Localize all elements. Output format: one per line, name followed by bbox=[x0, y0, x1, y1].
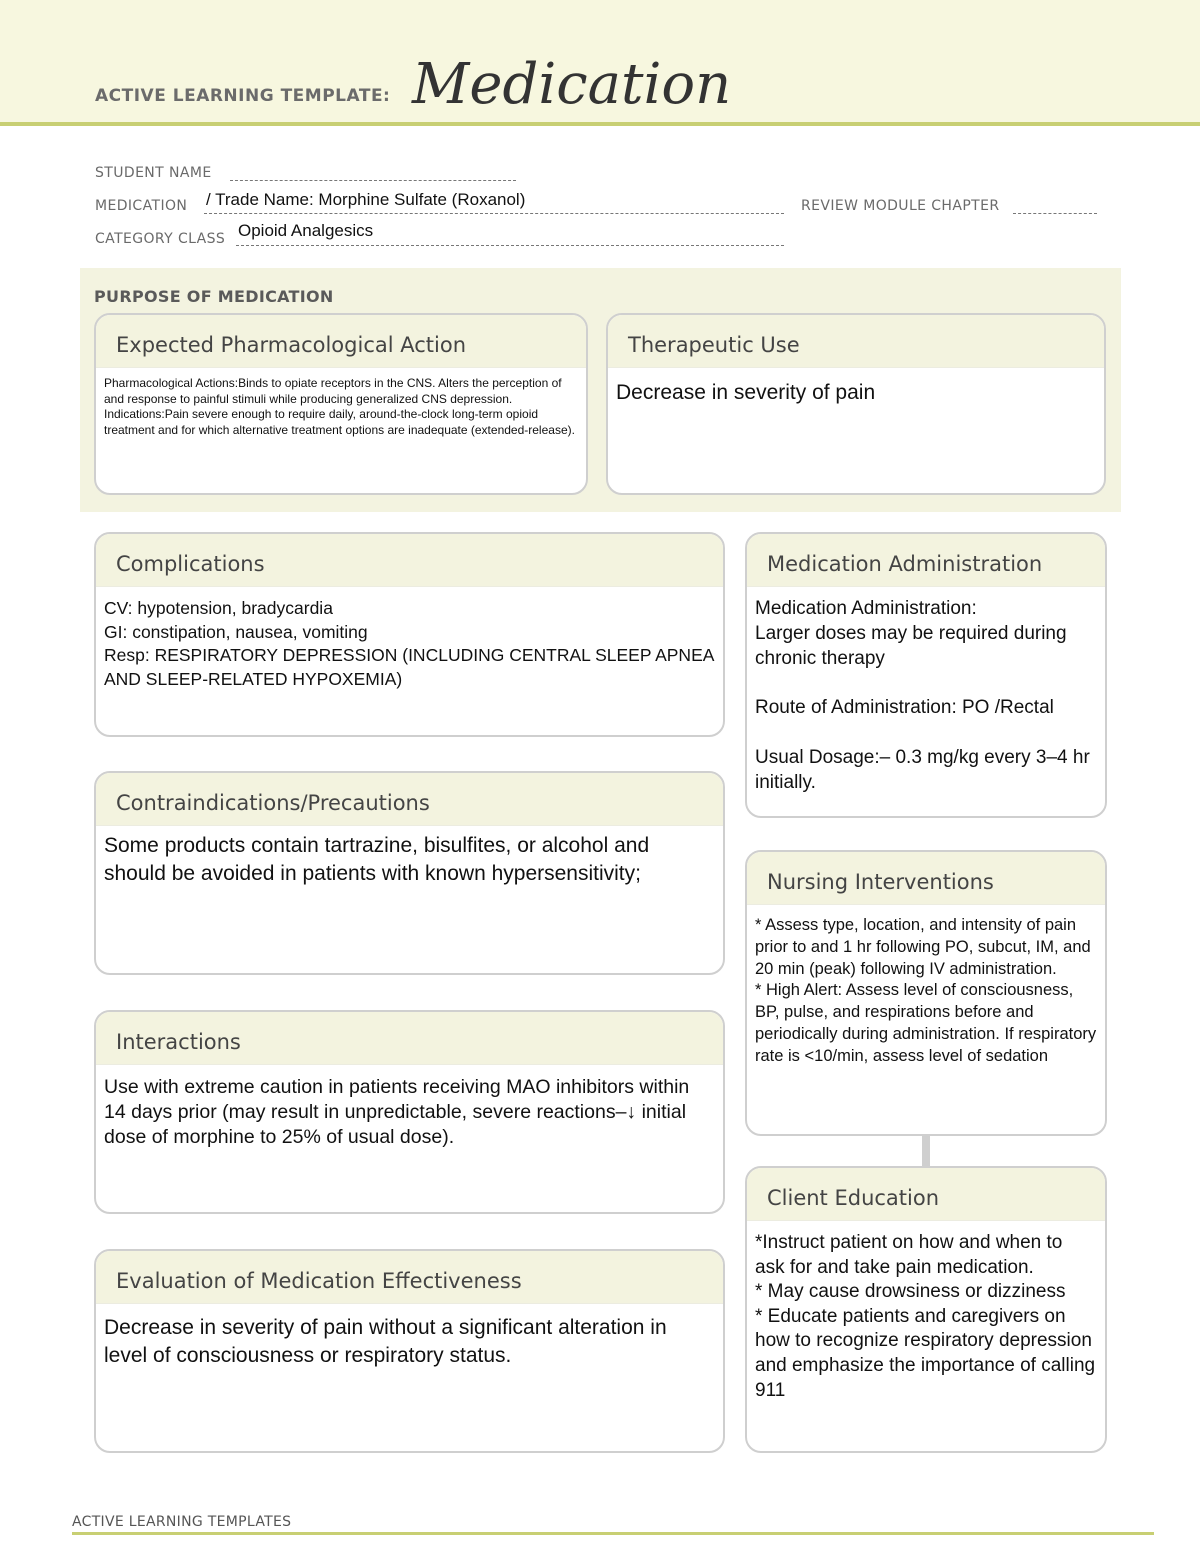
expected-action-text[interactable]: Pharmacological Actions:Binds to opiate receptors in the CNS. Alters the perception of and response to painful stimuli while producing generalized CNS depression. Indications:Pain severe enough to require daily, around-the-clock long-term opioid treatment and for which alternative treatment options are inadequate (extended-release). bbox=[104, 376, 575, 437]
administration-text[interactable]: Medication Administration: Larger doses may be required during chronic therapy Route of Administration: PO /Rectal Usual Dosage:– 0.3 mg/kg every 3–4 hr initially. bbox=[755, 598, 1090, 793]
client-education-text[interactable]: *Instruct patient on how and when to ask for and take pain medication. * May cause drowsiness or dizziness * Educate patients and caregivers on how to recognize respiratory depression and emphasize the importance of calling 911 bbox=[755, 1232, 1096, 1401]
medication-label: MEDICATION bbox=[95, 198, 188, 214]
complications-heading: Complications bbox=[96, 534, 723, 587]
nursing-interventions-heading: Nursing Interventions bbox=[747, 852, 1105, 905]
purpose-title: PURPOSE OF MEDICATION bbox=[94, 287, 334, 306]
contraindications-text[interactable]: Some products contain tartrazine, bisulfites, or alcohol and should be avoided in patients with known hypersensitivity; bbox=[104, 834, 650, 885]
review-module-line bbox=[1013, 213, 1097, 214]
evaluation-text[interactable]: Decrease in severity of pain without a significant alteration in level of consciousness or respiratory status. bbox=[104, 1316, 667, 1367]
category-class-field[interactable]: Opioid Analgesics bbox=[238, 221, 374, 240]
review-module-label: REVIEW MODULE CHAPTER bbox=[801, 198, 1000, 214]
interactions-text[interactable]: Use with extreme caution in patients receiving MAO inhibitors within 14 days prior (may result in unpredictable, severe reactions–↓ initial dose of morphine to 25% of usual dose). bbox=[104, 1076, 690, 1148]
contraindications-heading: Contraindications/Precautions bbox=[96, 773, 723, 826]
footer-rule bbox=[72, 1532, 1154, 1535]
interactions-box bbox=[94, 1010, 725, 1214]
administration-box bbox=[745, 532, 1107, 818]
contraindications-box bbox=[94, 771, 725, 975]
page-title: Medication bbox=[412, 52, 732, 117]
client-education-heading: Client Education bbox=[747, 1168, 1105, 1221]
interactions-heading: Interactions bbox=[96, 1012, 723, 1065]
complications-text[interactable]: CV: hypotension, bradycardia GI: constipation, nausea, vomiting Resp: RESPIRATORY DEPRESSION (INCLUDING CENTRAL SLEEP APNEA AND SLEEP-RELATED HYPOXEMIA) bbox=[104, 598, 714, 689]
therapeutic-use-box bbox=[606, 313, 1106, 495]
category-class-label: CATEGORY CLASS bbox=[95, 231, 226, 247]
nursing-interventions-text[interactable]: * Assess type, location, and intensity of pain prior to and 1 hr following PO, subcut, IM, and 20 min (peak) following IV administration. * High Alert: Assess level of consciousness, BP, pulse, and respirations before and periodically during administration. If respiratory rate is <10/min, assess level of sedation bbox=[755, 916, 1097, 1065]
medication-field[interactable]: / Trade Name: Morphine Sulfate (Roxanol) bbox=[206, 190, 526, 209]
template-label: ACTIVE LEARNING TEMPLATE: bbox=[95, 86, 391, 106]
therapeutic-use-text[interactable]: Decrease in severity of pain bbox=[616, 381, 876, 404]
medication-line bbox=[204, 213, 784, 214]
client-education-box bbox=[745, 1166, 1107, 1453]
student-name-label: STUDENT NAME bbox=[95, 165, 212, 181]
header-rule bbox=[0, 122, 1200, 126]
evaluation-box bbox=[94, 1249, 725, 1453]
evaluation-heading: Evaluation of Medication Effectiveness bbox=[96, 1251, 723, 1304]
student-name-line bbox=[230, 180, 516, 181]
therapeutic-use-heading: Therapeutic Use bbox=[608, 315, 1104, 368]
footer-text: ACTIVE LEARNING TEMPLATES bbox=[72, 1514, 292, 1530]
connector-bar bbox=[922, 1134, 930, 1166]
category-class-line bbox=[236, 245, 784, 246]
complications-box bbox=[94, 532, 725, 737]
administration-heading: Medication Administration bbox=[747, 534, 1105, 587]
expected-action-box bbox=[94, 313, 588, 495]
expected-action-heading: Expected Pharmacological Action bbox=[96, 315, 586, 368]
nursing-interventions-box bbox=[745, 850, 1107, 1136]
